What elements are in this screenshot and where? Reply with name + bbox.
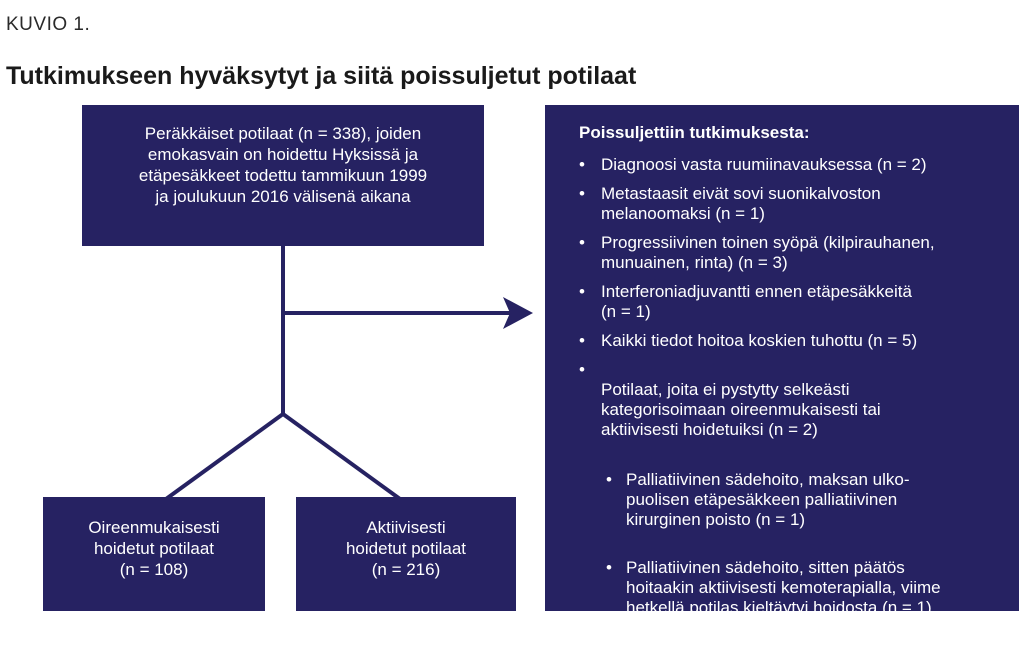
exclusion-item: • Interferoniadjuvantti ennen etäpesäkkeitä (n = 1): [579, 282, 1003, 322]
figure-label: KUVIO 1.: [6, 14, 91, 35]
exclusion-sublist: [601, 450, 1003, 646]
exclusion-subitem: • Palliatiivinen sädehoito, maksan ulko- puolisen etäpesäkkeen palliatiivinen kirurginen poisto (n = 1): [601, 470, 1003, 530]
cohort-text: Peräkkäiset potilaat (n = 338), joiden emokasvain on hoidettu Hyksissä ja etäpesäkkeet todettu tammikuun 1999 ja joulukuun 2016 välisenä aikana: [138, 123, 428, 206]
exclusion-box: [545, 105, 1019, 617]
symptomatic-group-box: [43, 497, 265, 611]
exclusion-list: [579, 155, 1003, 666]
exclusion-heading: Poissuljettiin tutkimuksesta:: [579, 123, 810, 142]
exclusion-item-text: Potilaat, joita ei pystytty selkeästi kategorisoimaan oireenmukaisesti tai aktiivisesti hoidetuiksi (n = 2): [601, 380, 881, 439]
active-group-box: [296, 497, 516, 611]
symptomatic-group-text: Oireenmukaisesti hoidetut potilaat (n = 108): [88, 517, 220, 579]
figure-title: Tutkimukseen hyväksytyt ja siitä poissuljetut potilaat: [6, 62, 637, 90]
active-group-text: Aktiivisesti hoidetut potilaat (n = 216): [345, 517, 467, 579]
exclusion-item-with-subitems: [579, 360, 1003, 666]
split-line-right: [283, 414, 400, 499]
exclusion-item: • Metastaasit eivät sovi suonikalvoston melanoomaksi (n = 1): [579, 184, 1003, 224]
exclusion-item: • Progressiivinen toinen syöpä (kilpirauhanen, munuainen, rinta) (n = 3): [579, 233, 1003, 273]
exclusion-subitem: • Palliatiivinen sädehoito, sitten päätös hoitaakin aktiivisesti kemoterapialla, viime hetkellä potilas kieltäytyi hoidosta (n = 1): [601, 558, 1003, 618]
exclusion-item: • Kaikki tiedot hoitoa koskien tuhottu (n = 5): [579, 331, 1003, 351]
cohort-box: [82, 105, 484, 246]
split-line-left: [166, 414, 283, 499]
exclusion-item: • Diagnoosi vasta ruumiinavauksessa (n = 2): [579, 155, 1003, 175]
